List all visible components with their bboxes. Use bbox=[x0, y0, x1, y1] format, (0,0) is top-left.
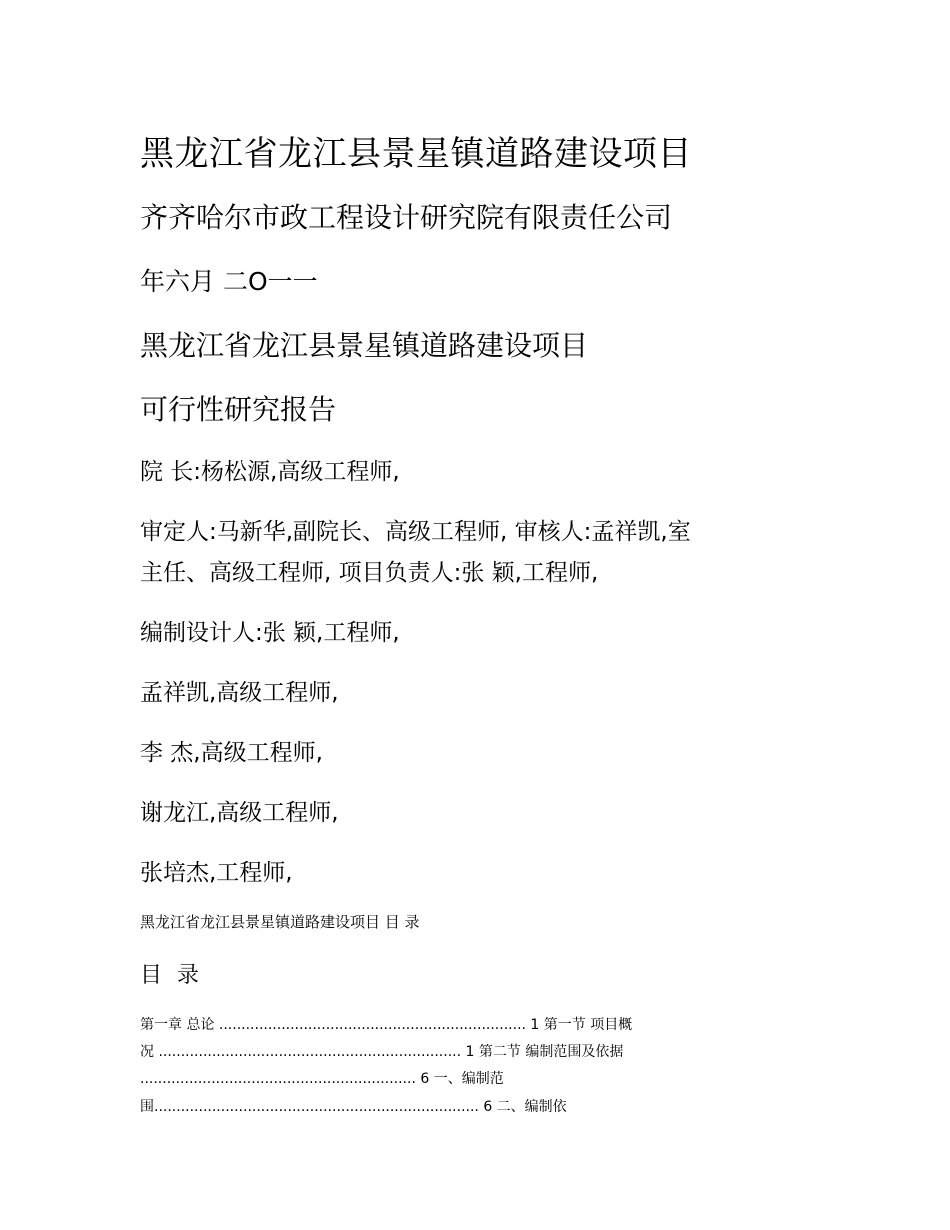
toc-line: 第一章 总论 ..................................................................... 1 第一节 项目概 bbox=[140, 1017, 633, 1033]
company-name: 齐齐哈尔市政工程设计研究院有限责任公司 bbox=[140, 201, 673, 234]
staff-member: 张培杰,工程师, bbox=[140, 860, 293, 886]
toc-line: 况 .................................................................... 1 第二节 编制范围及依据 bbox=[140, 1044, 624, 1060]
staff-dean: 院 长:杨松源,高级工程师, bbox=[140, 459, 400, 485]
staff-member: 谢龙江,高级工程师, bbox=[140, 800, 339, 826]
staff-editor: 编制设计人:张 颖,工程师, bbox=[140, 620, 400, 646]
staff-member: 孟祥凯,高级工程师, bbox=[140, 680, 339, 706]
toc-title: 目 录 bbox=[140, 963, 203, 988]
cover-title: 黑龙江省龙江县景星镇道路建设项目 bbox=[140, 134, 692, 174]
project-title: 黑龙江省龙江县景星镇道路建设项目 bbox=[140, 329, 589, 362]
staff-member: 李 杰,高级工程师, bbox=[140, 740, 323, 766]
staff-review-line-2: 主任、高级工程师, 项目负责人:张 颖,工程师, bbox=[140, 560, 599, 586]
toc-header: 黑龙江省龙江县景星镇道路建设项目 目 录 bbox=[140, 913, 420, 931]
toc-line: .............................................................. 6 一、编制范 bbox=[140, 1071, 504, 1087]
toc-line: 围......................................................................... 6 二、编制依 bbox=[140, 1099, 567, 1115]
cover-date: 年六月 二O一一 bbox=[140, 267, 318, 296]
report-title: 可行性研究报告 bbox=[140, 393, 337, 426]
staff-review-line-1: 审定人:马新华,副院长、高级工程师, 审核人:孟祥凯,室 bbox=[140, 519, 691, 545]
